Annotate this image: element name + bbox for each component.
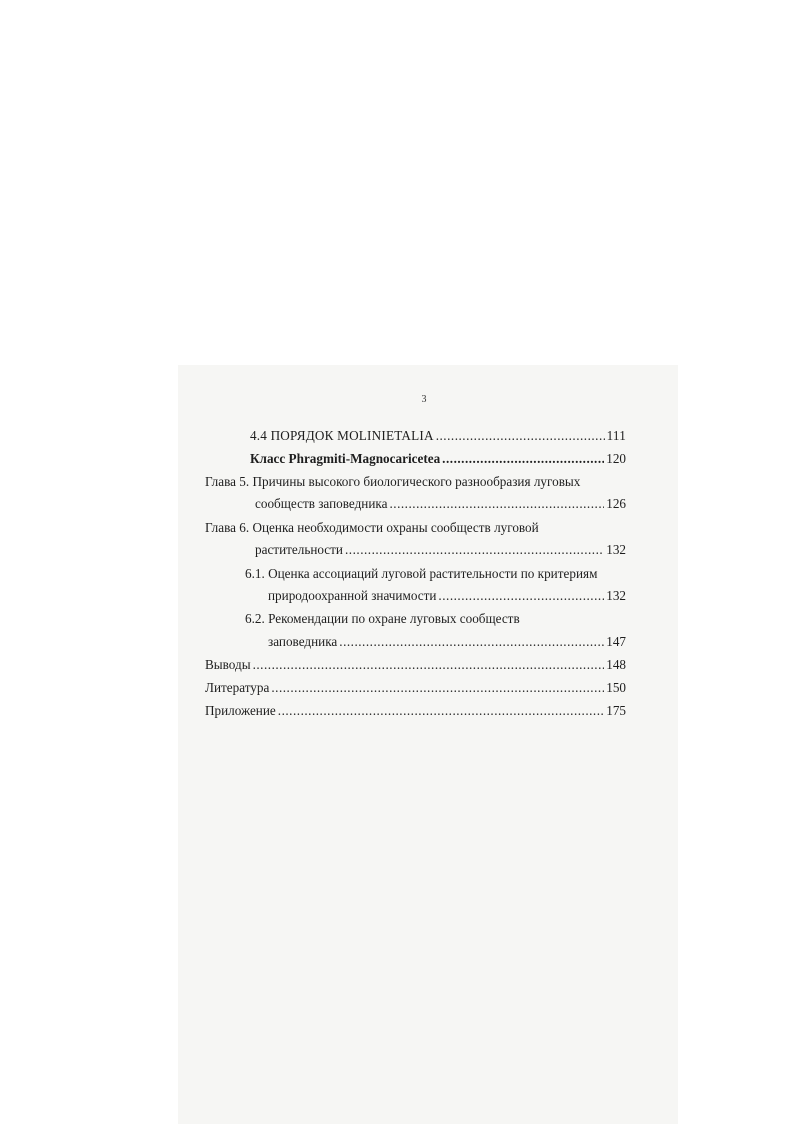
toc-entry-page: 147 xyxy=(606,634,626,649)
leader-dots xyxy=(389,495,604,513)
toc-entry-chapter5 xyxy=(255,495,626,513)
toc-entry-label: Выводы xyxy=(205,657,251,672)
toc-entry-chapter6 xyxy=(255,541,626,559)
toc-entry-label: природоохранной значимости xyxy=(268,588,437,603)
leader-dots xyxy=(438,587,604,605)
toc-entry-label: Класс Phragmiti-Magnocaricetea xyxy=(250,451,441,466)
toc-entry-chapter6-title: Глава 6. Оценка необходимости охраны сообществ луговой xyxy=(205,520,539,535)
toc-entry-label: Приложение xyxy=(205,703,276,718)
toc-entry-page: 175 xyxy=(606,703,626,718)
leader-dots xyxy=(271,679,604,697)
toc-entry-page: 132 xyxy=(606,542,626,557)
toc-entry-label: сообществ заповедника xyxy=(255,496,388,511)
leader-dots xyxy=(436,427,605,445)
toc-entry-label: 4.4 ПОРЯДОК MOLINIETALIA xyxy=(250,428,434,443)
toc-entry-page: 111 xyxy=(606,428,626,443)
toc-entry-page: 126 xyxy=(606,496,626,511)
leader-dots xyxy=(278,702,604,720)
toc-entry-page: 150 xyxy=(606,680,626,695)
toc-entry-label: растительности xyxy=(255,542,343,557)
toc-entry-label: Литература xyxy=(205,680,270,695)
toc-entry-order-molinietalia xyxy=(250,427,626,445)
page-number: 3 xyxy=(421,394,427,405)
leader-dots xyxy=(339,633,604,651)
leader-dots xyxy=(442,450,604,468)
toc-entry-section6-2 xyxy=(268,633,626,651)
toc-entry-section6-1-title: 6.1. Оценка ассоциаций луговой растительности по критериям xyxy=(245,566,598,581)
toc-entry-label: заповедника xyxy=(268,634,338,649)
toc-entry-section6-2-title: 6.2. Рекомендации по охране луговых сообществ xyxy=(245,611,520,626)
toc-entry-conclusions xyxy=(205,656,626,674)
leader-dots xyxy=(345,541,604,559)
toc-entry-page: 132 xyxy=(606,588,626,603)
toc-entry-class-phragmiti xyxy=(250,450,626,468)
toc-entry-page: 120 xyxy=(606,451,626,466)
toc-entry-literature xyxy=(205,679,626,697)
toc-entry-section6-1 xyxy=(268,587,626,605)
toc-entry-chapter5-title: Глава 5. Причины высокого биологического разнообразия луговых xyxy=(205,474,581,489)
toc-entry-appendix xyxy=(205,702,626,720)
toc-entry-page: 148 xyxy=(606,657,626,672)
leader-dots xyxy=(253,656,605,674)
